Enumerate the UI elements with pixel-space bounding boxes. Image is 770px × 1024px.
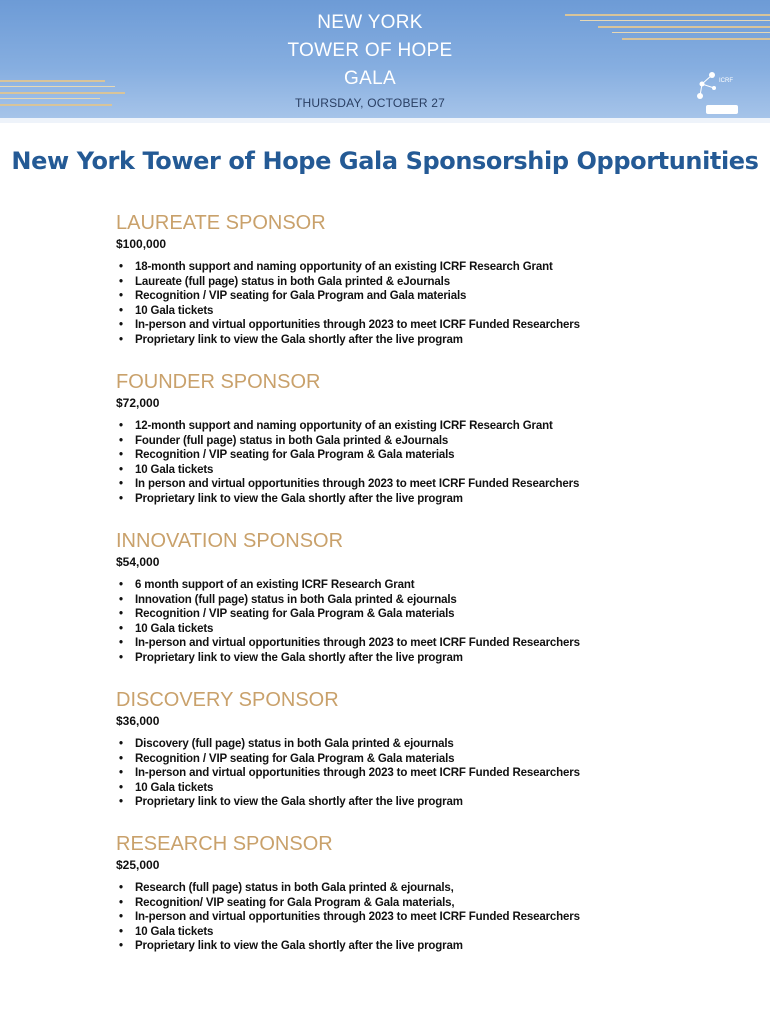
- list-item: • In-person and virtual opportunities through 2023 to meet ICRF Funded Researchers: [119, 767, 580, 780]
- section-heading: DISCOVERY SPONSOR: [116, 689, 339, 711]
- section-innovation: [116, 529, 736, 666]
- list-item: • Proprietary link to view the Gala shortly after the live program: [119, 940, 463, 953]
- decorative-line: [565, 14, 770, 16]
- list-item: • In-person and virtual opportunities through 2023 to meet ICRF Funded Researchers: [119, 319, 580, 332]
- list-item: • 18-month support and naming opportunity of an existing ICRF Research Grant: [119, 261, 553, 273]
- section-heading: INNOVATION SPONSOR: [116, 530, 344, 552]
- decorative-line: [598, 26, 770, 28]
- section-price: $25,000: [116, 858, 160, 872]
- decorative-line: [612, 32, 770, 33]
- section-founder: [116, 370, 736, 507]
- list-item: • Founder (full page) status in both Gala printed & eJournals: [119, 434, 449, 447]
- list-item: • Recognition / VIP seating for Gala Program & Gala materials: [119, 608, 455, 621]
- list-item: • 10 Gala tickets: [119, 622, 214, 635]
- decorative-line: [622, 38, 770, 40]
- list-item: • 10 Gala tickets: [119, 925, 214, 938]
- decorative-line: [0, 92, 125, 94]
- benefits-list: [116, 578, 736, 666]
- section-heading: FOUNDER SPONSOR: [116, 371, 321, 393]
- benefits-list: [116, 737, 736, 810]
- icrf-logo: [692, 70, 752, 116]
- list-item: • Proprietary link to view the Gala shortly after the live program: [119, 651, 463, 664]
- list-item: • Discovery (full page) status in both Gala printed & ejournals: [119, 738, 454, 750]
- section-price: $54,000: [116, 555, 160, 569]
- decorative-line: [0, 104, 112, 106]
- list-item: • In person and virtual opportunities through 2023 to meet ICRF Funded Researchers: [119, 478, 580, 491]
- section-heading: RESEARCH SPONSOR: [116, 833, 333, 855]
- list-item: • Proprietary link to view the Gala shortly after the live program: [119, 492, 463, 505]
- list-item: • 10 Gala tickets: [119, 304, 214, 317]
- section-laureate: [116, 211, 736, 348]
- section-price: $36,000: [116, 714, 160, 728]
- gala-title-line-3: GALA: [344, 68, 396, 89]
- decorative-line: [0, 86, 115, 87]
- benefits-list: [116, 260, 736, 348]
- list-item: • 6 month support of an existing ICRF Research Grant: [119, 579, 415, 591]
- list-item: • Research (full page) status in both Gala printed & ejournals,: [119, 882, 454, 894]
- list-item: • 10 Gala tickets: [119, 781, 214, 794]
- logo-badge: [706, 105, 738, 114]
- page-title: New York Tower of Hope Gala Sponsorship Opportunities: [11, 147, 759, 175]
- list-item: • Innovation (full page) status in both Gala printed & ejournals: [119, 593, 457, 606]
- section-heading: LAUREATE SPONSOR: [116, 212, 326, 234]
- benefits-list: [116, 881, 736, 954]
- molecule-icon: [692, 70, 720, 104]
- list-item: • In-person and virtual opportunities through 2023 to meet ICRF Funded Researchers: [119, 637, 580, 650]
- header-banner: [0, 0, 770, 123]
- gala-title: [285, 9, 455, 93]
- list-item: • Proprietary link to view the Gala shortly after the live program: [119, 333, 463, 346]
- logo-wordmark: ICRF: [719, 78, 733, 84]
- gala-date: THURSDAY, OCTOBER 27: [294, 96, 446, 110]
- list-item: • Proprietary link to view the Gala shortly after the live program: [119, 796, 463, 809]
- benefits-list: [116, 419, 736, 507]
- list-item: • 10 Gala tickets: [119, 463, 214, 476]
- list-item: • Recognition/ VIP seating for Gala Program & Gala materials,: [119, 896, 455, 909]
- decorative-line: [0, 98, 100, 99]
- section-price: $100,000: [116, 237, 167, 251]
- decorative-line: [580, 20, 770, 21]
- list-item: • In-person and virtual opportunities through 2023 to meet ICRF Funded Researchers: [119, 911, 580, 924]
- section-discovery: [116, 688, 736, 810]
- section-research: [116, 832, 736, 954]
- gala-title-line-1: NEW YORK: [317, 12, 423, 33]
- decorative-line: [0, 80, 105, 82]
- list-item: • Laureate (full page) status in both Gala printed & eJournals: [119, 275, 450, 288]
- gala-title-line-2: TOWER OF HOPE: [287, 40, 453, 61]
- section-price: $72,000: [116, 396, 160, 410]
- list-item: • Recognition / VIP seating for Gala Program and Gala materials: [119, 290, 467, 303]
- list-item: • Recognition / VIP seating for Gala Program & Gala materials: [119, 752, 455, 765]
- list-item: • 12-month support and naming opportunity of an existing ICRF Research Grant: [119, 420, 553, 432]
- banner-border: [0, 118, 770, 123]
- list-item: • Recognition / VIP seating for Gala Program & Gala materials: [119, 449, 455, 462]
